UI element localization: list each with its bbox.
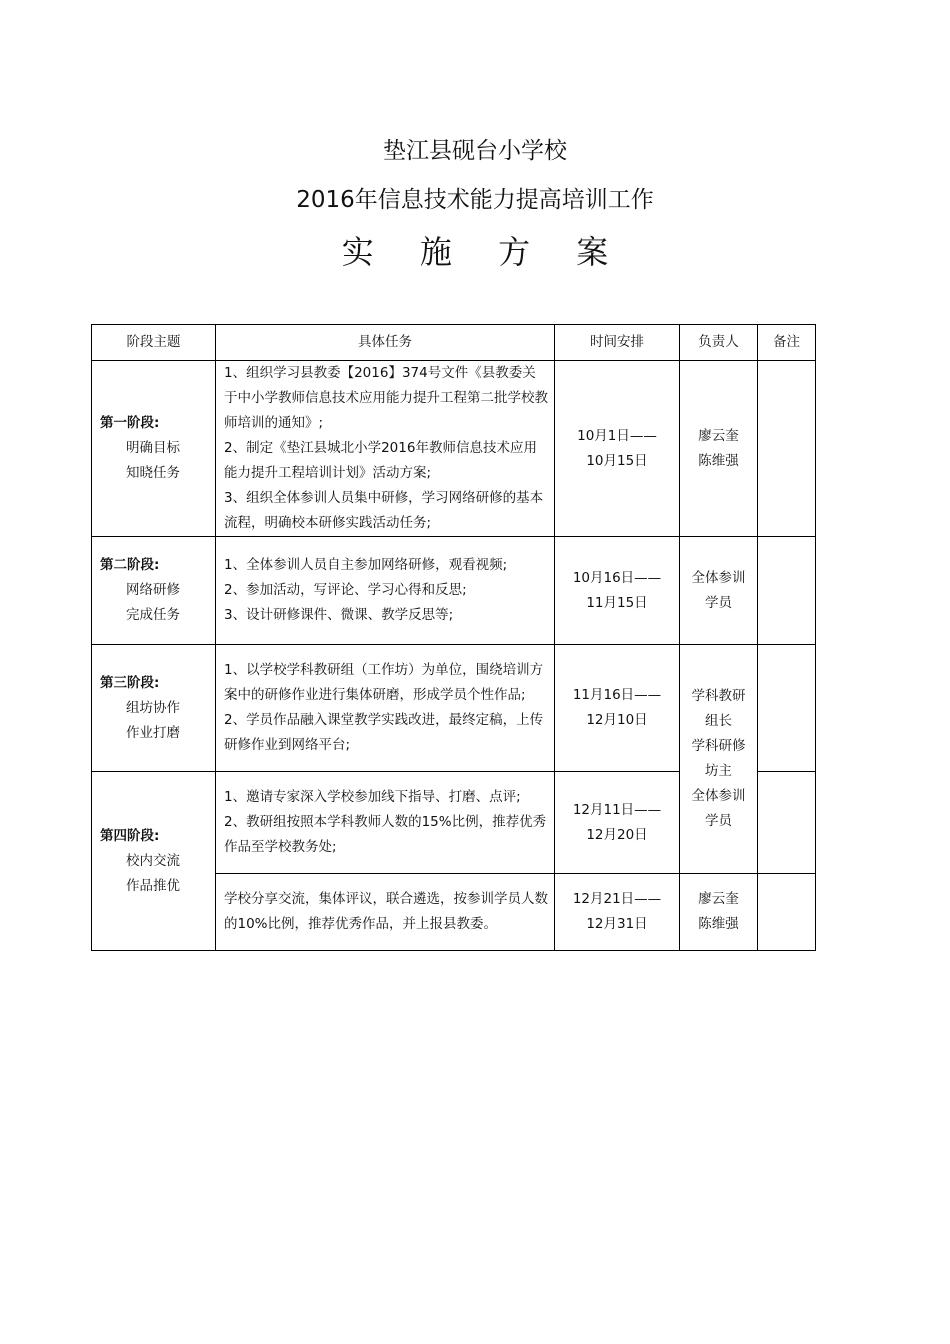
- owner-line: 学科研修: [691, 738, 746, 754]
- time-cell: [555, 537, 680, 645]
- document-subtitle: 2016年信息技术能力提高培训工作: [296, 187, 654, 213]
- task-item: 3、组织全体参训人员集中研修，学习网络研修的基本流程，明确校本研修实践活动任务;: [224, 490, 544, 531]
- stage-cell: [92, 537, 216, 645]
- column-header: 负责人: [680, 325, 758, 361]
- stage-name: 第二阶段:: [100, 557, 160, 573]
- task-item: 1、全体参训人员自主参加网络研修，观看视频;: [224, 557, 508, 573]
- time-end: 12月10日: [586, 712, 648, 728]
- owner-line: 组长: [705, 713, 732, 729]
- time-cell: [555, 645, 680, 772]
- stage-name: 第一阶段:: [100, 415, 160, 431]
- stage-cell: [92, 361, 216, 537]
- note-cell: [758, 361, 816, 537]
- column-header: 具体任务: [216, 325, 555, 361]
- owner-name: 廖云奎: [698, 427, 739, 444]
- time-start: 11月16日——: [572, 687, 662, 703]
- time-start: 10月16日——: [572, 569, 662, 586]
- time-end: 12月20日: [586, 826, 648, 843]
- column-header: 阶段主题: [92, 325, 216, 361]
- stage-subtitle: 组坊协作: [126, 699, 180, 716]
- document-title: 实 施 方 案: [341, 233, 627, 271]
- note-cell: [758, 874, 816, 951]
- task-cell: [216, 361, 555, 537]
- owner-cell: [680, 361, 758, 537]
- task-item: 1、邀请专家深入学校参加线下指导、打磨、点评;: [224, 789, 521, 805]
- task-cell: [216, 874, 555, 951]
- task-item: 1、组织学习县教委【2016】374号文件《县教委关于中小学教师信息技术应用能力提升工程第二批学校教师培训的通知》;: [224, 365, 548, 431]
- owner-line: 学员: [705, 813, 732, 829]
- owner-cell: [680, 874, 758, 951]
- stage-cell: [92, 645, 216, 772]
- stage-cell: [92, 772, 216, 951]
- task-item: 2、参加活动，写评论、学习心得和反思;: [224, 582, 467, 598]
- owner-name: 陈维强: [698, 452, 739, 469]
- table-header-row: [92, 325, 816, 361]
- owner-cell: [680, 645, 758, 874]
- stage-subtitle: 作业打磨: [126, 724, 180, 741]
- time-start: 12月11日——: [572, 801, 662, 818]
- table-row: [92, 537, 816, 645]
- time-start: 12月21日——: [572, 891, 662, 907]
- time-end: 11月15日: [586, 594, 648, 611]
- plan-table: [91, 324, 816, 951]
- task-cell: [216, 645, 555, 772]
- school-name: 垫江县砚台小学校: [383, 138, 567, 164]
- column-header: 备注: [758, 325, 816, 361]
- task-cell: [216, 772, 555, 874]
- task-item: 学校分享交流，集体评议，联合遴选，按参训学员人数的10%比例，推荐优秀作品，并上报县教委。: [224, 891, 548, 932]
- time-cell: [555, 874, 680, 951]
- stage-name: 第三阶段:: [100, 674, 160, 691]
- note-cell: [758, 537, 816, 645]
- owner-name: 陈维强: [698, 916, 739, 932]
- owner-line: 学科教研: [691, 688, 746, 704]
- time-range: 10月1日——10月15日: [577, 427, 657, 469]
- table-row: [92, 361, 816, 537]
- stage-subtitle: 作品推优: [126, 877, 180, 894]
- stage-subtitle: 知晓任务: [126, 465, 180, 481]
- task-item: 2、学员作品融入课堂教学实践改进，最终定稿，上传研修作业到网络平台;: [224, 712, 544, 753]
- time-cell: [555, 772, 680, 874]
- stage-subtitle: 网络研修: [126, 582, 180, 598]
- owner-name: 学员: [705, 594, 732, 611]
- stage-subtitle: 明确目标: [126, 440, 180, 456]
- task-item: 2、教研组按照本学科教师人数的15%比例，推荐优秀作品至学校教务处;: [224, 814, 547, 855]
- stage-subtitle: 完成任务: [126, 607, 180, 623]
- column-header: 时间安排: [555, 325, 680, 361]
- task-cell: [216, 537, 555, 645]
- stage-subtitle: 校内交流: [126, 852, 180, 869]
- owner-name: 廖云奎: [698, 891, 739, 907]
- owner-cell: [680, 537, 758, 645]
- stage-name: 第四阶段:: [100, 827, 160, 844]
- task-item: 1、以学校学科教研组（工作坊）为单位，围绕培训方案中的研修作业进行集体研磨，形成学员个性作品;: [224, 662, 544, 703]
- time-end: 12月31日: [586, 916, 648, 932]
- owner-line: 全体参训: [691, 788, 746, 804]
- note-cell: [758, 645, 816, 772]
- table-row: [92, 645, 816, 772]
- note-cell: [758, 772, 816, 874]
- owner-line: 坊主: [705, 763, 732, 779]
- task-item: 2、制定《垫江县城北小学2016年教师信息技术应用能力提升工程培训计划》活动方案;: [224, 440, 537, 481]
- time-cell: [555, 361, 680, 537]
- owner-name: 全体参训: [691, 569, 746, 586]
- task-item: 3、设计研修课件、微课、教学反思等;: [224, 607, 454, 623]
